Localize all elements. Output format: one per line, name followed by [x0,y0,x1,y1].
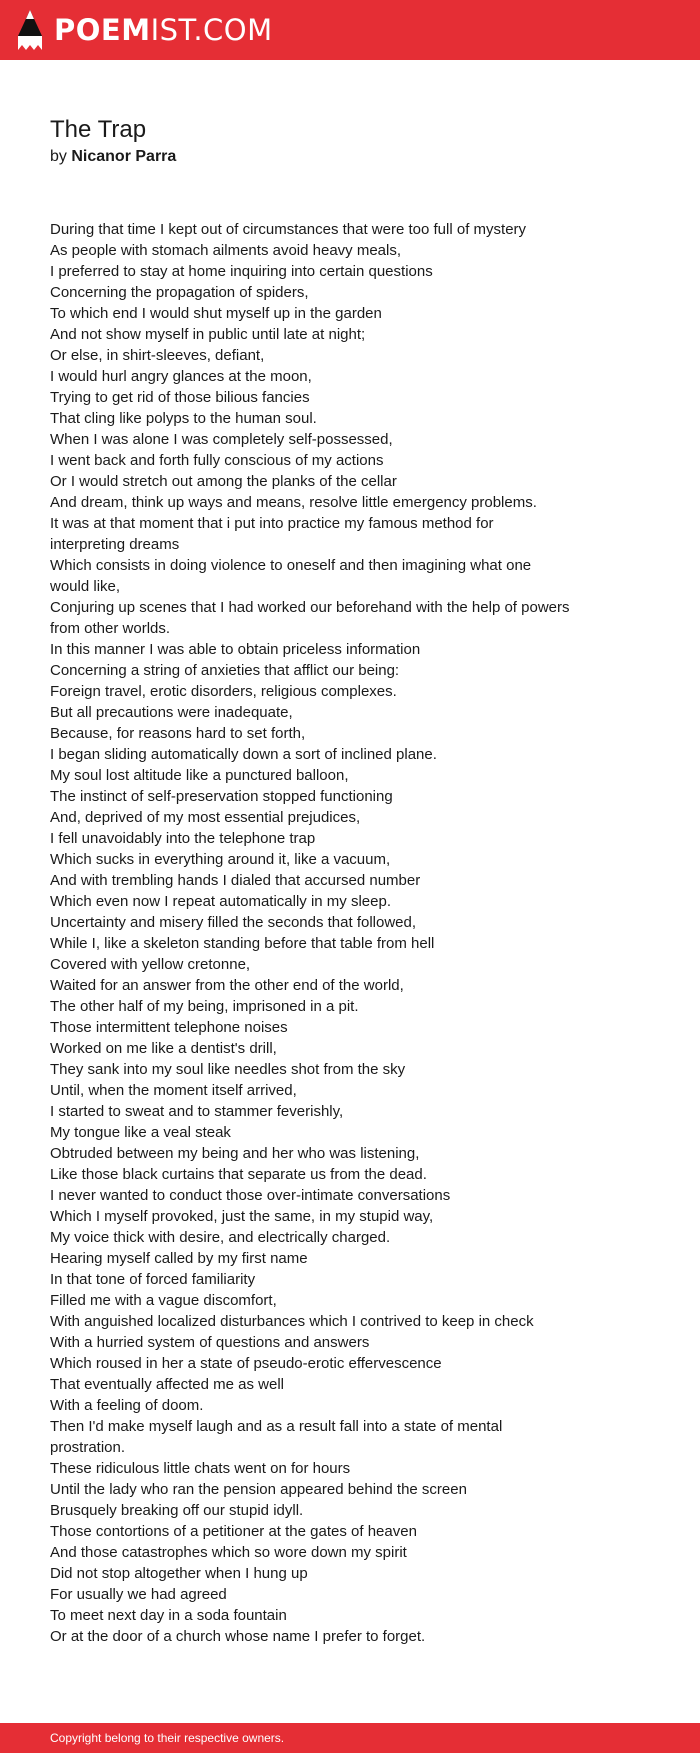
author-name[interactable]: Nicanor Parra [71,148,177,165]
site-footer [0,1723,700,1753]
poem-body [50,219,570,1647]
poem-line: And with trembling hands I dialed that accursed number [50,872,421,889]
poem-line: With a hurried system of questions and answers [50,1334,370,1351]
poem-line: My voice thick with desire, and electrically charged. [50,1229,391,1246]
poem-line: Trying to get rid of those bilious fancies [50,389,310,406]
poem-line: These ridiculous little chats went on for hours [50,1460,351,1477]
poem-line: Uncertainty and misery filled the seconds that followed, [50,914,417,931]
poem-line: Which I myself provoked, just the same, in my stupid way, [50,1208,434,1225]
poem-line: And dream, think up ways and means, resolve little emergency problems. [50,494,537,511]
poem-line: Then I'd make myself laugh and as a result fall into a state of mental prostration. [50,1418,503,1456]
poem-line: I never wanted to conduct those over-intimate conversations [50,1187,451,1204]
poem-line: My soul lost altitude like a punctured balloon, [50,767,349,784]
poem-title: The Trap [50,116,147,143]
poem-line: Obtruded between my being and her who was listening, [50,1145,420,1162]
poem-line: Did not stop altogether when I hung up [50,1565,308,1582]
logo-bold-text: POEM [54,12,151,47]
poem-line: Concerning the propagation of spiders, [50,284,309,301]
poem-line: Or I would stretch out among the planks of the cellar [50,473,397,490]
poem-line: Concerning a string of anxieties that afflict our being: [50,662,400,679]
poem-line: Which roused in her a state of pseudo-erotic effervescence [50,1355,442,1372]
site-header [0,0,700,60]
poem-line: Like those black curtains that separate us from the dead. [50,1166,427,1183]
poem-line: As people with stomach ailments avoid heavy meals, [50,242,402,259]
pencil-tip-icon[interactable] [18,10,42,50]
poem-line: The instinct of self-preservation stopped functioning [50,788,393,805]
poem-line: Because, for reasons hard to set forth, [50,725,306,742]
poem-line: Covered with yellow cretonne, [50,956,251,973]
poem-line: They sank into my soul like needles shot from the sky [50,1061,406,1078]
poem-line: Which even now I repeat automatically in my sleep. [50,893,391,910]
poem-line: And those catastrophes which so wore down my spirit [50,1544,407,1561]
poem-line: I started to sweat and to stammer feverishly, [50,1103,344,1120]
poem-line: But all precautions were inadequate, [50,704,293,721]
poem-line: To which end I would shut myself up in the garden [50,305,382,322]
poem-line: I would hurl angry glances at the moon, [50,368,312,385]
poem-line: Conjuring up scenes that I had worked our beforehand with the help of powers from other worlds. [50,599,570,637]
poem-line: In this manner I was able to obtain priceless information [50,641,421,658]
poem-line: Or at the door of a church whose name I prefer to forget. [50,1628,426,1645]
poem-line: With a feeling of doom. [50,1397,204,1414]
poem-line: I fell unavoidably into the telephone trap [50,830,316,847]
poem-line: I began sliding automatically down a sort of inclined plane. [50,746,437,763]
poem-line: Which sucks in everything around it, like a vacuum, [50,851,391,868]
poem-line: With anguished localized disturbances which I contrived to keep in check [50,1313,534,1330]
poem-line: In that tone of forced familiarity [50,1271,256,1288]
poem-line: Those intermittent telephone noises [50,1019,288,1036]
poem-line: That cling like polyps to the human soul. [50,410,317,427]
poem-line: My tongue like a veal steak [50,1124,231,1141]
poem-line: Which consists in doing violence to oneself and then imagining what one would like, [50,557,532,595]
poem-line: That eventually affected me as well [50,1376,285,1393]
poem-line: It was at that moment that i put into practice my famous method for interpreting dreams [50,515,494,553]
poem-line: Until the lady who ran the pension appeared behind the screen [50,1481,467,1498]
poem-line: For usually we had agreed [50,1586,227,1603]
poem-line: And, deprived of my most essential prejudices, [50,809,361,826]
poem-line: Filled me with a vague discomfort, [50,1292,277,1309]
by-label: by [50,148,67,165]
poem-line: To meet next day in a soda fountain [50,1607,287,1624]
poem-line: Until, when the moment itself arrived, [50,1082,297,1099]
poem-line: When I was alone I was completely self-possessed, [50,431,393,448]
poem-line: Or else, in shirt-sleeves, defiant, [50,347,265,364]
poem-line: Foreign travel, erotic disorders, religious complexes. [50,683,397,700]
poem-line: Waited for an answer from the other end of the world, [50,977,404,994]
logo-light-text: IST.COM [150,12,273,47]
poem-line: Those contortions of a petitioner at the gates of heaven [50,1523,417,1540]
poem-line: Hearing myself called by my first name [50,1250,308,1267]
poem-line: Worked on me like a dentist's drill, [50,1040,277,1057]
poem-line: And not show myself in public until late at night; [50,326,366,343]
poem-line: I went back and forth fully conscious of my actions [50,452,384,469]
poem-line: While I, like a skeleton standing before that table from hell [50,935,435,952]
poem-line: I preferred to stay at home inquiring into certain questions [50,263,433,280]
site-logo[interactable] [54,12,273,47]
copyright-text: Copyright belong to their respective owners. [50,1731,285,1745]
byline [50,147,176,167]
poem-line: During that time I kept out of circumstances that were too full of mystery [50,221,527,238]
poem-line: The other half of my being, imprisoned in a pit. [50,998,359,1015]
poem-line: Brusquely breaking off our stupid idyll. [50,1502,304,1519]
